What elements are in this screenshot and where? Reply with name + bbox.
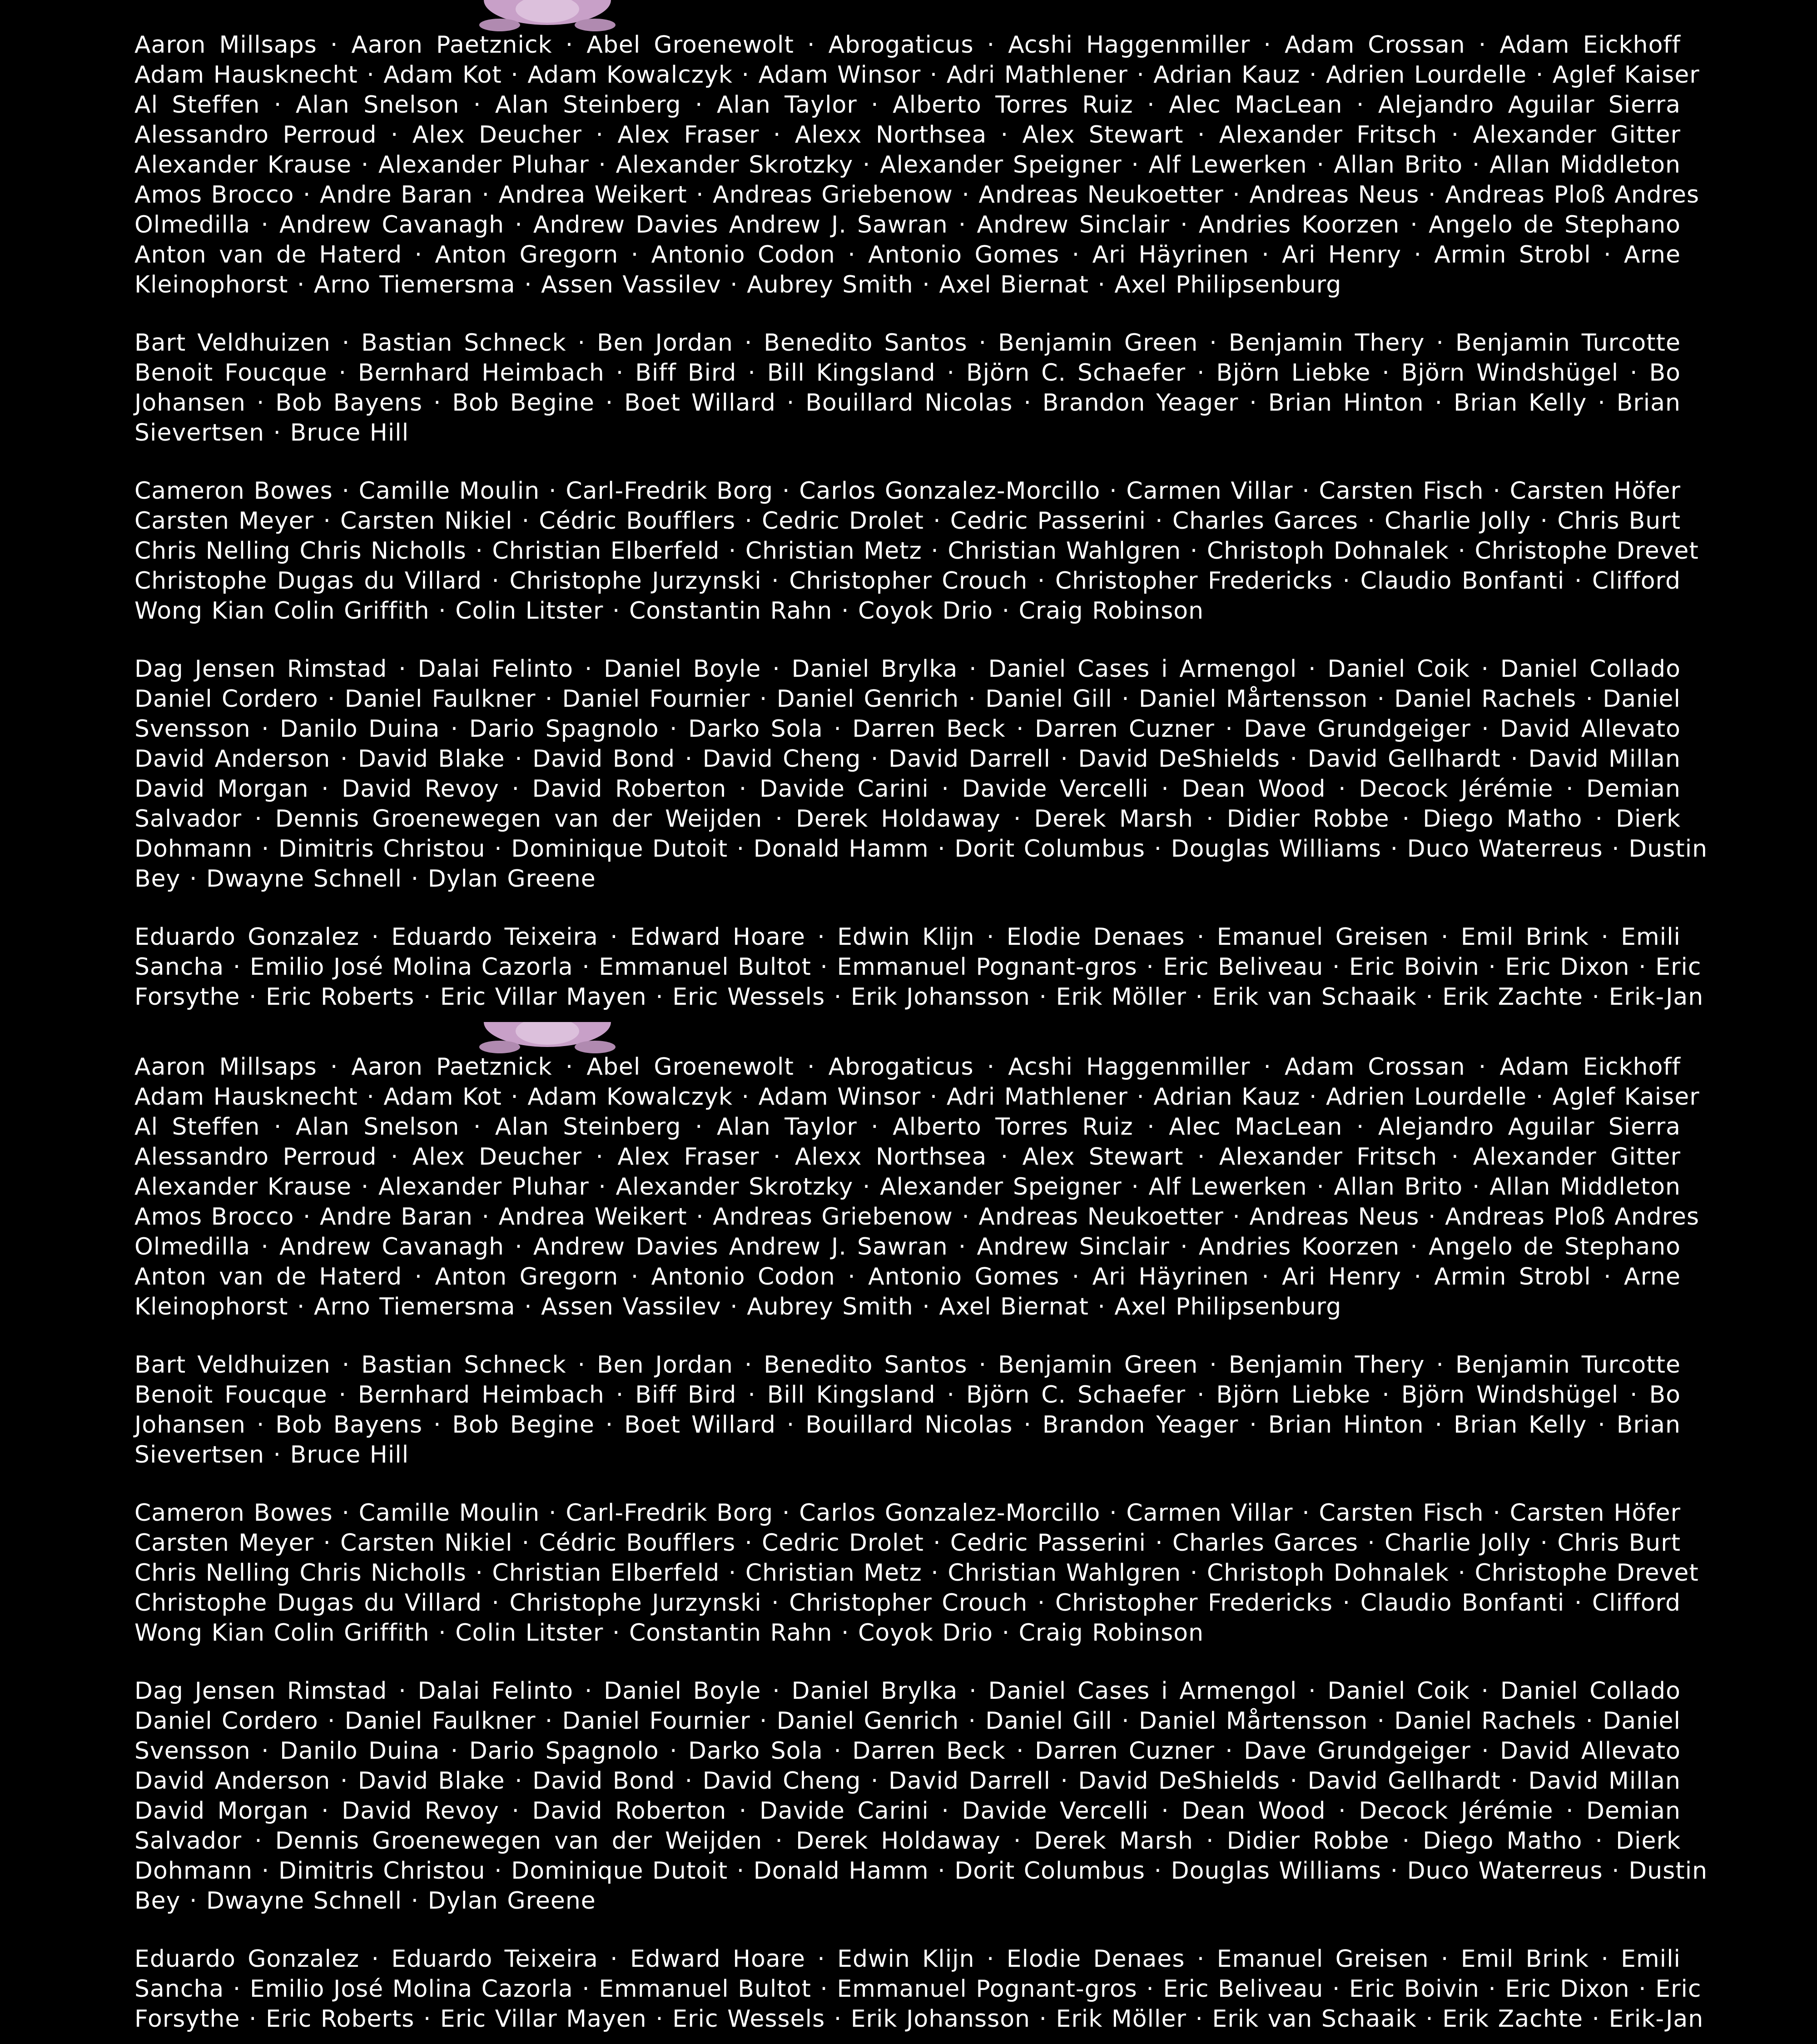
- credit-line: Amos Brocco · Andre Baran · Andrea Weikert · Andreas Griebenow · Andreas Neukoetter · Andreas Neus · Andreas Ploß Andres: [134, 181, 1700, 208]
- credit-line: Salvador · Dennis Groenewegen van der Weijden · Derek Holdaway · Derek Marsh · Didier Robbe · Diego Matho · Dierk: [134, 1827, 1681, 1855]
- credit-line: Cameron Bowes · Camille Moulin · Carl-Fredrik Borg · Carlos Gonzalez-Morcillo · Carmen Villar · Carsten Fisch · Carsten Höfer: [134, 477, 1681, 505]
- credits-section-a: [134, 1052, 1700, 1322]
- credit-line: Forsythe · Eric Roberts · Eric Villar Mayen · Eric Wessels · Erik Johansson · Erik Möller · Erik van Schaaik · Erik Zachte · Erik-Jan: [134, 2005, 1704, 2033]
- credit-line: Aaron Millsaps · Aaron Paetznick · Abel Groenewolt · Abrogaticus · Acshi Haggenmiller · Adam Crossan · Adam Eickhoff: [134, 31, 1681, 59]
- credit-line: Aaron Millsaps · Aaron Paetznick · Abel Groenewolt · Abrogaticus · Acshi Haggenmiller · Adam Crossan · Adam Eickhoff: [134, 1053, 1681, 1081]
- credits-section-d: [134, 654, 1708, 894]
- credit-line: Carsten Meyer · Carsten Nikiel · Cédric Boufflers · Cedric Drolet · Cedric Passerini · Charles Garces · Charlie Jolly · Chris Burt: [134, 1529, 1681, 1557]
- credit-line: Bart Veldhuizen · Bastian Schneck · Ben Jordan · Benedito Santos · Benjamin Green · Benjamin Thery · Benjamin Turcotte: [134, 329, 1681, 357]
- credit-line: Benoit Foucque · Bernhard Heimbach · Biff Bird · Bill Kingsland · Björn C. Schaefer · Björn Liebke · Björn Windshügel · Bo: [134, 359, 1681, 387]
- credit-line: Benoit Foucque · Bernhard Heimbach · Biff Bird · Bill Kingsland · Björn C. Schaefer · Björn Liebke · Björn Windshügel · Bo: [134, 1381, 1681, 1409]
- credit-line: David Anderson · David Blake · David Bond · David Cheng · David Darrell · David DeShields · David Gellhardt · David Millan: [134, 1767, 1681, 1795]
- credit-line: Dohmann · Dimitris Christou · Dominique Dutoit · Donald Hamm · Dorit Columbus · Douglas Williams · Duco Waterreus · Dustin: [134, 1857, 1708, 1885]
- credit-line: Wong Kian Colin Griffith · Colin Litster · Constantin Rahn · Coyok Drio · Craig Robinson: [134, 1619, 1204, 1647]
- credit-line: Salvador · Dennis Groenewegen van der Weijden · Derek Holdaway · Derek Marsh · Didier Robbe · Diego Matho · Dierk: [134, 805, 1681, 833]
- credit-line: David Morgan · David Revoy · David Roberton · Davide Carini · Davide Vercelli · Dean Wood · Decock Jérémie · Demian: [134, 1797, 1681, 1825]
- credit-line: Al Steffen · Alan Snelson · Alan Steinberg · Alan Taylor · Alberto Torres Ruiz · Alec MacLean · Alejandro Aguilar Sierra: [134, 1113, 1681, 1141]
- credit-line: Eduardo Gonzalez · Eduardo Teixeira · Edward Hoare · Edwin Klijn · Elodie Denaes · Emanuel Greisen · Emil Brink · Emili: [134, 923, 1681, 951]
- credits-list: [134, 1052, 1708, 2044]
- blender-mascot-icon: [468, 1022, 627, 1056]
- credit-line: Christophe Dugas du Villard · Christophe Jurzynski · Christopher Crouch · Christopher Fredericks · Claudio Bonfanti · Clifford: [134, 567, 1681, 595]
- credit-line: Bey · Dwayne Schnell · Dylan Greene: [134, 1887, 596, 1915]
- credit-line: Olmedilla · Andrew Cavanagh · Andrew Davies Andrew J. Sawran · Andrew Sinclair · Andries Koorzen · Angelo de Stephano: [134, 211, 1681, 238]
- credit-line: Johansen · Bob Bayens · Bob Begine · Boet Willard · Bouillard Nicolas · Brandon Yeager · Brian Hinton · Brian Kelly · Brian: [134, 389, 1681, 417]
- credit-line: Sancha · Emilio José Molina Cazorla · Emmanuel Bultot · Emmanuel Pognant-gros · Eric Beliveau · Eric Boivin · Eric Dixon · Eric: [134, 1975, 1702, 2003]
- credits-section-c: [134, 1498, 1699, 1648]
- credit-line: Anton van de Haterd · Anton Gregorn · Antonio Codon · Antonio Gomes · Ari Häyrinen · Ari Henry · Armin Strobl · Arne: [134, 1263, 1681, 1290]
- credit-line: Forsythe · Eric Roberts · Eric Villar Mayen · Eric Wessels · Erik Johansson · Erik Möller · Erik van Schaaik · Erik Zachte · Erik-Jan: [134, 983, 1704, 1011]
- credit-line: David Anderson · David Blake · David Bond · David Cheng · David Darrell · David DeShields · David Gellhardt · David Millan: [134, 745, 1681, 773]
- credit-line: Sievertsen · Bruce Hill: [134, 419, 409, 447]
- credits-section-b: [134, 1350, 1681, 1470]
- credit-line: Daniel Cordero · Daniel Faulkner · Daniel Fournier · Daniel Genrich · Daniel Gill · Daniel Mårtensson · Daniel Rachels · Daniel: [134, 1707, 1681, 1735]
- credit-line: Eduardo Gonzalez · Eduardo Teixeira · Edward Hoare · Edwin Klijn · Elodie Denaes · Emanuel Greisen · Emil Brink · Emili: [134, 1945, 1681, 1973]
- credit-line: Christophe Dugas du Villard · Christophe Jurzynski · Christopher Crouch · Christopher Fredericks · Claudio Bonfanti · Clifford: [134, 1589, 1681, 1617]
- credits-section-e: [134, 1944, 1704, 2034]
- credit-line: Adam Hausknecht · Adam Kot · Adam Kowalczyk · Adam Winsor · Adri Mathlener · Adrian Kauz · Adrien Lourdelle · Aglef Kaiser: [134, 61, 1700, 89]
- credit-line: Dohmann · Dimitris Christou · Dominique Dutoit · Donald Hamm · Dorit Columbus · Douglas Williams · Duco Waterreus · Dustin: [134, 835, 1708, 863]
- credits-panel-bottom: [0, 1022, 1817, 2044]
- credit-line: David Morgan · David Revoy · David Roberton · Davide Carini · Davide Vercelli · Dean Wood · Decock Jérémie · Demian: [134, 775, 1681, 803]
- credit-line: Chris Nelling Chris Nicholls · Christian Elberfeld · Christian Metz · Christian Wahlgren · Christoph Dohnalek · Christophe Drevet: [134, 537, 1699, 565]
- credit-line: Anton van de Haterd · Anton Gregorn · Antonio Codon · Antonio Gomes · Ari Häyrinen · Ari Henry · Armin Strobl · Arne: [134, 241, 1681, 268]
- credit-line: Chris Nelling Chris Nicholls · Christian Elberfeld · Christian Metz · Christian Wahlgren · Christoph Dohnalek · Christophe Drevet: [134, 1559, 1699, 1587]
- blender-mascot-icon: [468, 0, 627, 34]
- credit-line: Carsten Meyer · Carsten Nikiel · Cédric Boufflers · Cedric Drolet · Cedric Passerini · Charles Garces · Charlie Jolly · Chris Burt: [134, 507, 1681, 535]
- credit-line: Olmedilla · Andrew Cavanagh · Andrew Davies Andrew J. Sawran · Andrew Sinclair · Andries Koorzen · Angelo de Stephano: [134, 1233, 1681, 1260]
- credit-line: Adam Hausknecht · Adam Kot · Adam Kowalczyk · Adam Winsor · Adri Mathlener · Adrian Kauz · Adrien Lourdelle · Aglef Kaiser: [134, 1083, 1700, 1111]
- credit-line: Alessandro Perroud · Alex Deucher · Alex Fraser · Alexx Northsea · Alex Stewart · Alexander Fritsch · Alexander Gitter: [134, 1143, 1681, 1171]
- credit-line: Sancha · Emilio José Molina Cazorla · Emmanuel Bultot · Emmanuel Pognant-gros · Eric Beliveau · Eric Boivin · Eric Dixon · Eric: [134, 953, 1702, 981]
- credit-line: Kleinophorst · Arno Tiemersma · Assen Vassilev · Aubrey Smith · Axel Biernat · Axel Philipsenburg: [134, 1293, 1342, 1320]
- credit-line: Wong Kian Colin Griffith · Colin Litster · Constantin Rahn · Coyok Drio · Craig Robinson: [134, 597, 1204, 625]
- credit-line: Al Steffen · Alan Snelson · Alan Steinberg · Alan Taylor · Alberto Torres Ruiz · Alec MacLean · Alejandro Aguilar Sierra: [134, 91, 1681, 119]
- credit-line: Cameron Bowes · Camille Moulin · Carl-Fredrik Borg · Carlos Gonzalez-Morcillo · Carmen Villar · Carsten Fisch · Carsten Höfer: [134, 1499, 1681, 1527]
- credits-section-c: [134, 476, 1699, 626]
- credit-line: Bart Veldhuizen · Bastian Schneck · Ben Jordan · Benedito Santos · Benjamin Green · Benjamin Thery · Benjamin Turcotte: [134, 1351, 1681, 1379]
- credits-section-d: [134, 1676, 1708, 1916]
- credit-line: Svensson · Danilo Duina · Dario Spagnolo · Darko Sola · Darren Beck · Darren Cuzner · Dave Grundgeiger · David Allevato: [134, 715, 1681, 743]
- credits-section-b: [134, 328, 1681, 448]
- credit-line: Svensson · Danilo Duina · Dario Spagnolo · Darko Sola · Darren Beck · Darren Cuzner · Dave Grundgeiger · David Allevato: [134, 1737, 1681, 1765]
- credit-line: Dag Jensen Rimstad · Dalai Felinto · Daniel Boyle · Daniel Brylka · Daniel Cases i Armengol · Daniel Coik · Daniel Collado: [134, 1677, 1681, 1705]
- credit-line: Bey · Dwayne Schnell · Dylan Greene: [134, 865, 596, 893]
- credit-line: Daniel Cordero · Daniel Faulkner · Daniel Fournier · Daniel Genrich · Daniel Gill · Daniel Mårtensson · Daniel Rachels · Daniel: [134, 685, 1681, 713]
- credits-list: [134, 30, 1708, 1022]
- credits-section-a: [134, 30, 1700, 300]
- credit-line: Dag Jensen Rimstad · Dalai Felinto · Daniel Boyle · Daniel Brylka · Daniel Cases i Armengol · Daniel Coik · Daniel Collado: [134, 655, 1681, 683]
- credit-line: Amos Brocco · Andre Baran · Andrea Weikert · Andreas Griebenow · Andreas Neukoetter · Andreas Neus · Andreas Ploß Andres: [134, 1203, 1700, 1230]
- credit-line: Johansen · Bob Bayens · Bob Begine · Boet Willard · Bouillard Nicolas · Brandon Yeager · Brian Hinton · Brian Kelly · Brian: [134, 1411, 1681, 1439]
- credit-line: Kleinophorst · Arno Tiemersma · Assen Vassilev · Aubrey Smith · Axel Biernat · Axel Philipsenburg: [134, 271, 1342, 298]
- credit-line: Sievertsen · Bruce Hill: [134, 1441, 409, 1469]
- credit-line: Alessandro Perroud · Alex Deucher · Alex Fraser · Alexx Northsea · Alex Stewart · Alexander Fritsch · Alexander Gitter: [134, 121, 1681, 149]
- credit-line: Alexander Krause · Alexander Pluhar · Alexander Skrotzky · Alexander Speigner · Alf Lewerken · Allan Brito · Allan Middleton: [134, 151, 1681, 179]
- credits-section-e: [134, 922, 1704, 1012]
- credit-line: Alexander Krause · Alexander Pluhar · Alexander Skrotzky · Alexander Speigner · Alf Lewerken · Allan Brito · Allan Middleton: [134, 1173, 1681, 1201]
